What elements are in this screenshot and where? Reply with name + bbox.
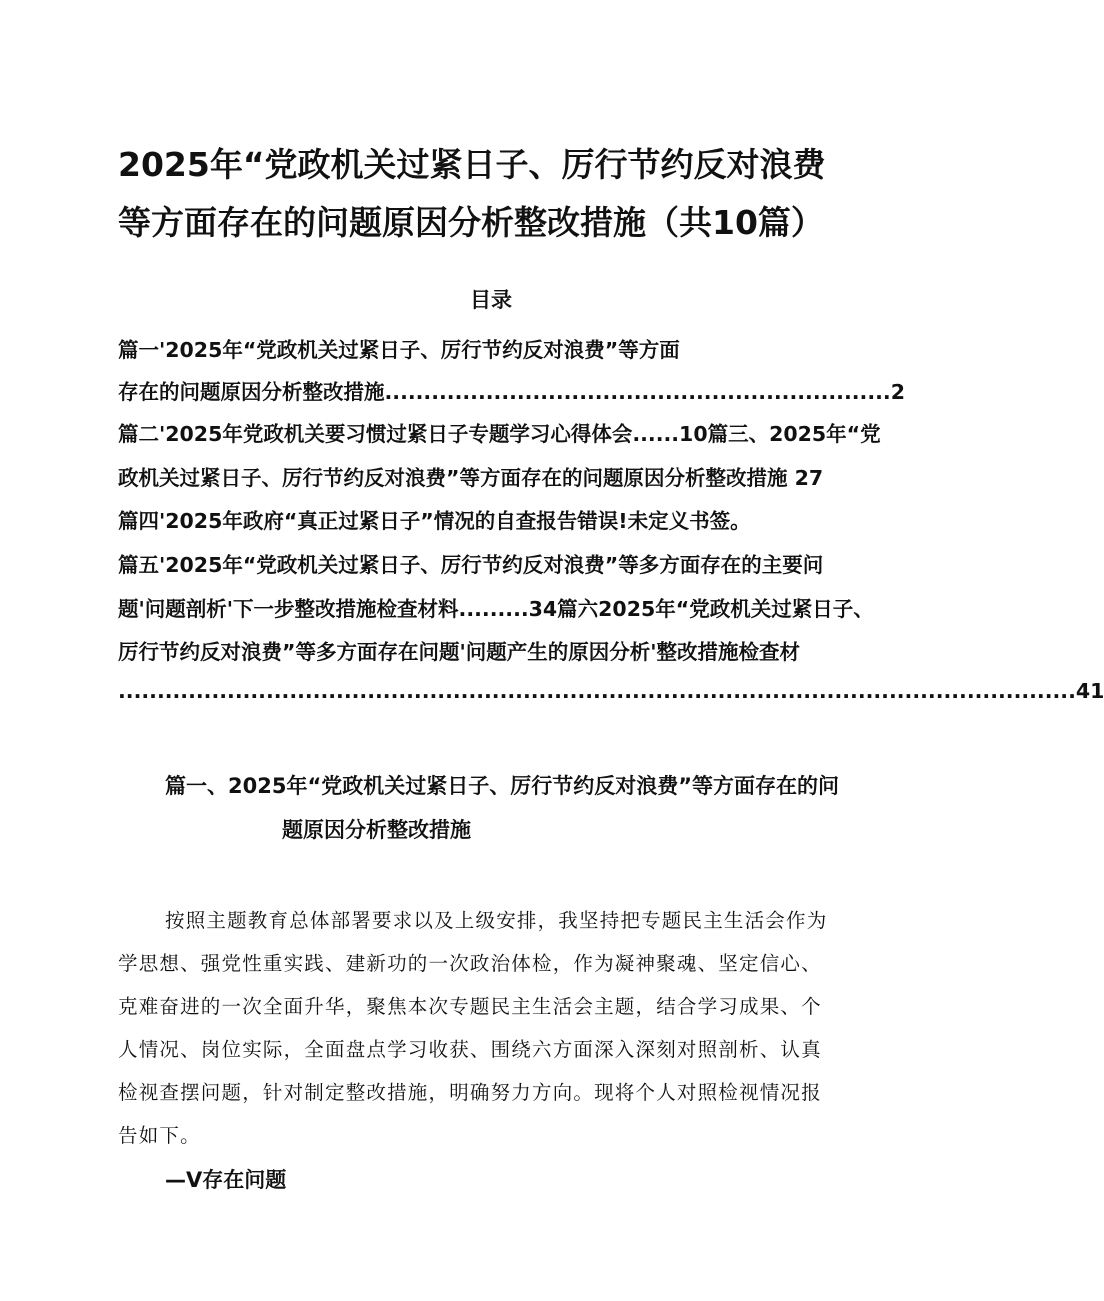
toc-line[interactable]: 题'问题剖析'下一步整改措施检查材料.........34篇六2025年“党政机关过紧日子、 xyxy=(118,597,874,621)
toc-line[interactable]: 厉行节约反对浪费”等多方面存在问题'问题产生的原因分析'整改措施检查材 xyxy=(118,640,801,664)
paragraph-line: 告如下。 xyxy=(118,1124,201,1147)
paragraph-line: 检视查摆问题，针对制定整改措施，明确努力方向。现将个人对照检视情况报 xyxy=(118,1081,822,1104)
paragraph-line: 按照主题教育总体部署要求以及上级安排，我坚持把专题民主生活会作为 xyxy=(165,909,828,932)
document-title-line-2: 等方面存在的问题原因分析整改措施（共10篇） xyxy=(118,203,824,242)
toc-line[interactable]: 篇四'2025年政府“真正过紧日子”情况的自查报告错误!未定义书签。 xyxy=(118,509,751,533)
paragraph-line: 克难奋进的一次全面升华，聚焦本次专题民主生活会主题，结合学习成果、个 xyxy=(118,995,822,1018)
toc-line[interactable]: 篇二'2025年党政机关要习惯过紧日子专题学习心得体会......10篇三、2025年“党 xyxy=(118,422,881,446)
toc-line[interactable]: ...........................................................................................................................41 xyxy=(118,679,1104,703)
paragraph-line: 学思想、强党性重实践、建新功的一次政治体检，作为凝神聚魂、坚定信心、 xyxy=(118,952,822,975)
toc-line[interactable]: 存在的问题原因分析整改措施.................................................................2 xyxy=(118,380,905,404)
document-title-line-1: 2025年“党政机关过紧日子、厉行节约反对浪费 xyxy=(118,145,826,184)
section-title-line-2: 题原因分析整改措施 xyxy=(282,818,471,842)
toc-line[interactable]: 篇五'2025年“党政机关过紧日子、厉行节约反对浪费”等多方面存在的主要问 xyxy=(118,553,824,577)
toc-heading: 目录 xyxy=(470,288,512,312)
toc-line[interactable]: 篇一'2025年“党政机关过紧日子、厉行节约反对浪费”等方面 xyxy=(118,338,680,362)
toc-line[interactable]: 政机关过紧日子、厉行节约反对浪费”等方面存在的问题原因分析整改措施 27 xyxy=(118,466,824,490)
sub-heading-problems: —V存在问题 xyxy=(165,1168,287,1192)
section-title-line-1: 篇一、2025年“党政机关过紧日子、厉行节约反对浪费”等方面存在的问 xyxy=(165,774,840,798)
paragraph-line: 人情况、岗位实际，全面盘点学习收获、围绕六方面深入深刻对照剖析、认真 xyxy=(118,1038,822,1061)
